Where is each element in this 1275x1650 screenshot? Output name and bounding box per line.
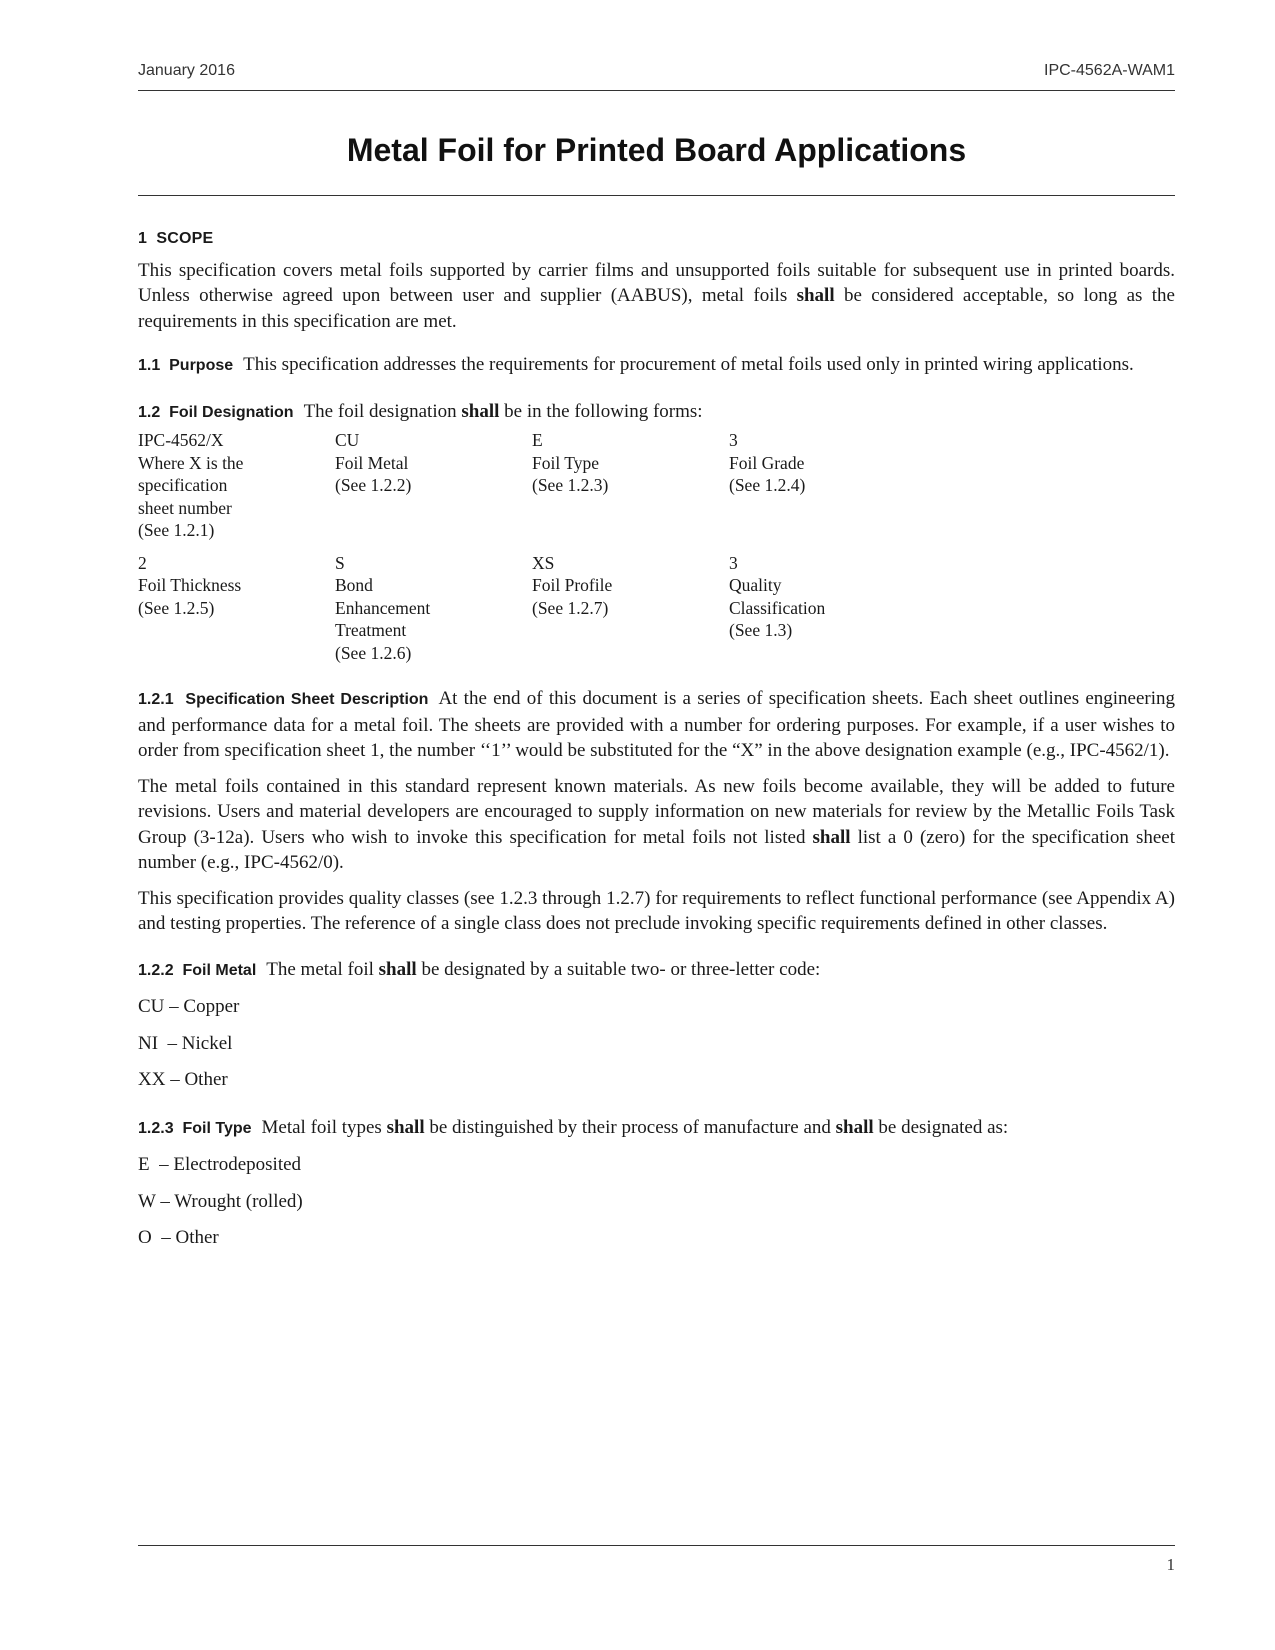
spec-sheet-text-part: list a 0 (zero) for the specification sheet number (e.g., IPC-4562/0).: [138, 826, 1175, 873]
document-page: [138, 0, 1175, 1650]
running-header: [138, 62, 1175, 88]
cell-line: (See 1.2.4): [729, 475, 806, 495]
shall-emphasis: shall: [812, 826, 851, 848]
cell-line: (See 1.2.3): [532, 475, 609, 495]
cell-line: Foil Grade: [729, 452, 805, 473]
cell-line: 3: [729, 430, 738, 450]
foil-type-text-part: be distinguished by their process of manufacture and: [424, 1116, 836, 1138]
document-body: [138, 226, 1175, 1251]
cell-line: Foil Thickness: [138, 575, 242, 595]
foil-metal-item-copper: CU – Copper: [138, 996, 240, 1017]
cell-line: (See 1.2.5): [138, 597, 215, 618]
cell-line: Foil Profile: [532, 575, 613, 595]
cell-line: Quality: [729, 575, 782, 595]
foil-type-text-part: Metal foil types: [261, 1116, 387, 1138]
scope-text-part: be considered acceptable, so long as the requirements in this specification are met.: [138, 285, 1175, 332]
spec-sheet-paragraph-3: [138, 886, 1175, 937]
cell-line: XS: [532, 552, 555, 573]
designation-cell-spec-sheet: [138, 429, 335, 542]
page-number: 1: [1166, 1555, 1175, 1574]
designation-table-row-2: [138, 552, 1175, 665]
footer-rule: [138, 1545, 1175, 1546]
purpose-text: This specification addresses the requirements for procurement of metal foils used only in printed wiring applications.: [243, 354, 1134, 375]
designation-text-part: The foil designation: [303, 400, 462, 422]
cell-line: Treatment: [335, 620, 407, 640]
purpose-heading: 1.1 Purpose: [138, 357, 234, 374]
header-date: January 2016: [138, 62, 235, 79]
foil-type-item-electrodeposited: E – Electrodeposited: [138, 1154, 302, 1175]
designation-cell-quality-classification: [729, 552, 926, 665]
designation-heading: 1.2 Foil Designation: [138, 403, 294, 421]
spec-sheet-text-part: The metal foils contained in this standard represent known materials. As new foils become available, they will be added to future revisions. Users and material developers are encouraged to supply information on new materials for review by the Metallic Foils Task Group (3-12a). Users who wish to invoke this specification for metal foils not listed: [138, 775, 1175, 848]
designation-cell-foil-profile: [532, 552, 729, 665]
title-rule: [138, 195, 1175, 196]
cell-line: (See 1.2.6): [335, 642, 412, 663]
shall-emphasis: shall: [386, 1116, 425, 1138]
cell-line: (See 1.2.7): [532, 597, 609, 618]
document-title: Metal Foil for Printed Board Applications: [346, 132, 967, 168]
cell-line: Foil Metal: [335, 452, 409, 473]
shall-emphasis: shall: [835, 1116, 874, 1138]
designation-cell-foil-grade: [729, 429, 926, 542]
cell-line: (See 1.2.1): [138, 520, 215, 540]
foil-metal-text-part: be designated by a suitable two- or three-letter code:: [416, 958, 821, 980]
cell-line: specification: [138, 475, 228, 495]
cell-line: IPC-4562/X: [138, 430, 224, 450]
cell-line: Where X is the: [138, 452, 244, 473]
foil-metal-item-other: XX – Other: [138, 1069, 228, 1090]
shall-emphasis: shall: [796, 285, 835, 306]
cell-line: Enhancement: [335, 597, 431, 618]
header-document-id: IPC-4562A-WAM1: [1044, 62, 1175, 79]
shall-emphasis: shall: [378, 958, 417, 980]
cell-line: Classification: [729, 597, 826, 618]
cell-line: 3: [729, 552, 738, 573]
designation-cell-foil-thickness: [138, 552, 335, 665]
cell-line: S: [335, 552, 345, 573]
foil-metal-heading: 1.2.2 Foil Metal: [138, 961, 257, 979]
header-rule: [138, 90, 1175, 91]
cell-line: E: [532, 430, 543, 450]
designation-paragraph: [138, 399, 1175, 426]
spec-sheet-heading: 1.2.1 Specification Sheet Description: [138, 691, 429, 708]
scope-text-part: This specification covers metal foils supported by carrier films and unsupported foils suitable for subsequent use in printed boards. Unless otherwise agreed upon between user and supplier (AABUS), metal foils: [138, 259, 1175, 306]
foil-metal-item-nickel: NI – Nickel: [138, 1032, 233, 1054]
cell-line: Bond: [335, 575, 373, 595]
designation-text-part: be in the following forms:: [499, 400, 703, 422]
spec-sheet-text: This specification provides quality classes (see 1.2.3 through 1.2.7) for requirements to reflect functional performance (see Appendix A) and testing properties. The reference of a single class does not preclude invoking specific requirements defined in other classes.: [138, 887, 1175, 934]
foil-type-paragraph: [138, 1115, 1175, 1142]
foil-metal-paragraph: [138, 957, 1175, 984]
spec-sheet-paragraph-1: [138, 686, 1175, 764]
foil-type-text-part: be designated as:: [873, 1116, 1009, 1138]
cell-line: sheet number: [138, 497, 232, 518]
designation-table-row-1: [138, 429, 1175, 542]
designation-cell-foil-type: [532, 429, 729, 542]
foil-type-item-wrought: W – Wrought (rolled): [138, 1190, 303, 1212]
designation-cell-bond-enhancement: [335, 552, 532, 665]
cell-line: CU: [335, 430, 360, 450]
scope-heading: 1 SCOPE: [138, 230, 214, 247]
spec-sheet-paragraph-2: [138, 774, 1175, 876]
designation-cell-foil-metal: [335, 429, 532, 542]
cell-line: (See 1.2.2): [335, 475, 412, 495]
foil-type-heading: 1.2.3 Foil Type: [138, 1119, 252, 1137]
purpose-paragraph: [138, 352, 1175, 379]
foil-metal-text-part: The metal foil: [266, 958, 379, 980]
cell-line: (See 1.3): [729, 620, 793, 640]
cell-line: 2: [138, 552, 147, 573]
spec-sheet-text: At the end of this document is a series of specification sheets. Each sheet outlines engineering and performance data for a metal foil. The sheets are provided with a number for ordering purposes. For example, if a user wishes to order from specification sheet 1, the number ‘‘1’’ would be substituted for the “X” in the above designation example (e.g., IPC-4562/1).: [138, 688, 1176, 761]
scope-paragraph: [138, 258, 1175, 335]
shall-emphasis: shall: [461, 400, 500, 422]
foil-type-item-other: O – Other: [138, 1227, 219, 1248]
cell-line: Foil Type: [532, 452, 600, 473]
